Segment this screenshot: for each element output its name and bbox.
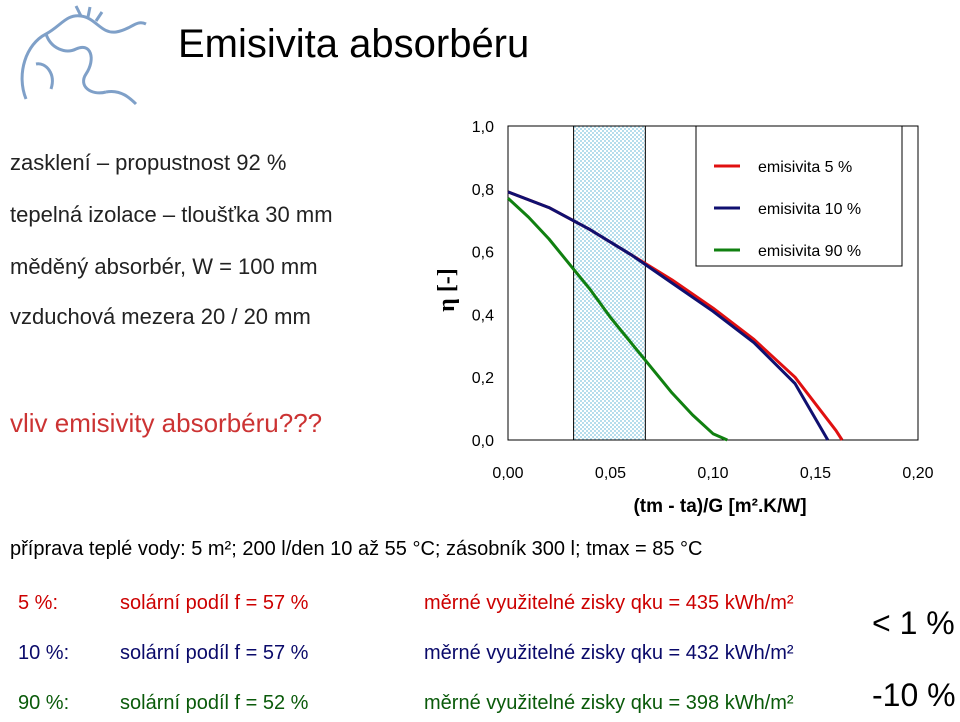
x-tick-label: 0,05 [594, 465, 627, 482]
y-tick-label: 1,0 [471, 119, 494, 136]
result-10-share: solární podíl f = 57 % [120, 642, 309, 664]
result-10-label: 10 %: [18, 642, 70, 664]
x-axis-label: (tm - ta)/G [m².K/W] [633, 496, 807, 517]
result-5-share: solární podíl f = 57 % [120, 592, 309, 614]
glazing-spec: zasklení – propustnost 92 % [10, 150, 287, 175]
difference-large-note: -10 % [872, 677, 956, 713]
y-tick-label: 0,0 [471, 433, 494, 450]
result-5-label: 5 %: [18, 592, 59, 614]
y-tick-label: 0,6 [471, 244, 494, 262]
legend-label: emisivita 90 % [758, 243, 862, 260]
result-90-gains: měrné využitelné zisky qku = 398 kWh/m² [424, 692, 794, 714]
x-tick-label: 0,00 [492, 465, 524, 482]
y-tick-label: 0,2 [471, 370, 494, 388]
air-gap-spec: vzduchová mezera 20 / 20 mm [10, 304, 311, 329]
y-tick-label: 0,8 [471, 181, 494, 199]
page-title: Emisivita absorbéru [178, 22, 530, 66]
result-90-label: 90 %: [18, 692, 70, 714]
x-tick-label: 0,20 [902, 465, 934, 482]
absorber-spec: měděný absorbér, W = 100 mm [10, 254, 318, 279]
x-tick-label: 0,15 [799, 465, 832, 482]
emissivity-question: vliv emisivity absorbéru??? [10, 408, 323, 438]
y-tick-label: 0,4 [471, 307, 494, 325]
legend-label: emisivita 5 % [758, 159, 853, 176]
y-axis-label: η [-] [434, 268, 460, 312]
result-90-share: solární podíl f = 52 % [120, 692, 309, 714]
difference-small-note: < 1 % [872, 605, 955, 641]
test-conditions: příprava teplé vody: 5 m²; 200 l/den 10 až 55 °C; zásobník 300 l; tmax = 85 °C [10, 538, 703, 560]
insulation-spec: tepelná izolace – tloušťka 30 mm [10, 202, 333, 227]
legend-label: emisivita 10 % [758, 201, 862, 218]
result-5-gains: měrné využitelné zisky qku = 435 kWh/m² [424, 592, 794, 614]
result-10-gains: měrné využitelné zisky qku = 432 kWh/m² [424, 642, 794, 664]
x-tick-label: 0,10 [697, 465, 729, 482]
